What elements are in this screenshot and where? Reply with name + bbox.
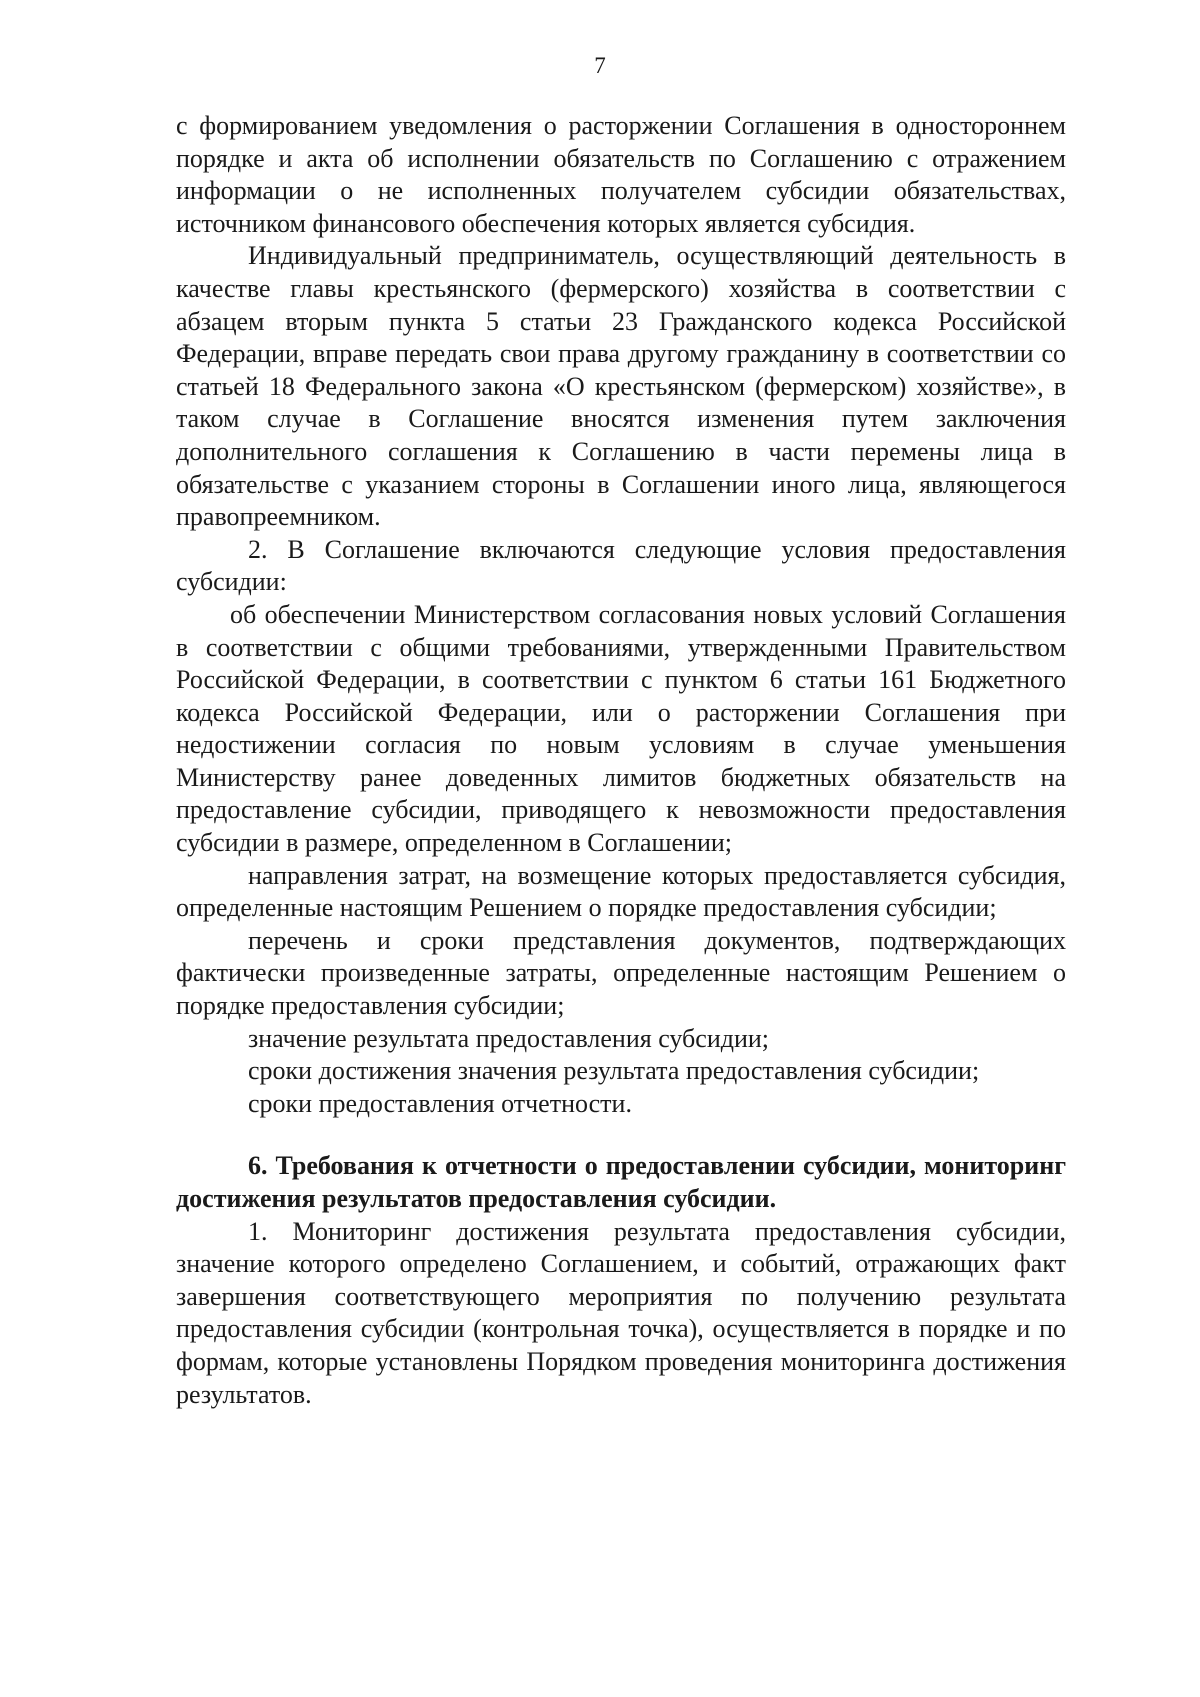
paragraph-continuation: с формированием уведомления о расторжении Соглашения в одностороннем порядке и акта об исполнении обязательств по Соглашению с отражением информации о не исполненных получателем субсидии обязательствах, источником финансового обеспечения которых является субсидия. [176, 111, 1066, 238]
paragraph-entrepreneur: Индивидуальный предприниматель, осуществляющий деятельность в качестве главы крестьянского (фермерского) хозяйства в соответствии с абзацем вторым пункта 5 статьи 23 Гражданского кодекса Российской Федерации, вправе передать свои права другому гражданину в соответствии со статьей 18 Федерального закона «О крестьянском (фермерском) хозяйстве», в таком случае в Соглашение вносятся изменения путем заключения дополнительного соглашения к Соглашению в части перемены лица в обязательстве с указанием стороны в Соглашении иного лица, являющегося правопреемником. [176, 241, 1066, 532]
paragraph-reporting-deadline: сроки предоставления отчетности. [248, 1088, 632, 1118]
section-paragraph-monitoring: 1. Мониторинг достижения результата предоставления субсидии, значение которого определено Соглашением, и событий, отражающих факт завершения соответствующего мероприятия по получению результата предоставления субсидии (контрольная точка), осуществляется в порядке и по формам, которые установлены Порядком проведения мониторинга достижения результатов. [176, 1216, 1066, 1409]
section-heading: 6. Требования к отчетности о предоставлении субсидии, мониторинг достижения результатов предоставления субсидии. [176, 1151, 1066, 1213]
paragraph-documents-list: перечень и сроки представления документов, подтверждающих фактически произведенные затраты, определенные настоящим Решением о порядке предоставления субсидии; [176, 925, 1066, 1021]
document-body [176, 110, 1066, 1411]
page-number: 7 [594, 53, 606, 78]
paragraph-cost-directions: направления затрат, на возмещение которых предоставляется субсидия, определенные настоящим Решением о порядке предоставления субсидии; [176, 860, 1066, 923]
paragraph-result-value: значение результата предоставления субсидии; [248, 1023, 770, 1053]
paragraph-result-deadline: сроки достижения значения результата предоставления субсидии; [248, 1056, 980, 1086]
paragraph-clause-2: 2. В Соглашение включаются следующие условия предоставления субсидии: [176, 534, 1066, 597]
paragraph-ministry-conditions: об обеспечении Министерством согласования новых условий Соглашения в соответствии с общими требованиями, утвержденными Правительством Российской Федерации, в соответствии с пунктом 6 статьи 161 Бюджетного кодекса Российской Федерации, или о расторжении Соглашения при недостижении согласия по новым условиям в случае уменьшения Министерству ранее доведенных лимитов бюджетных обязательств на предоставление субсидии, приводящего к невозможности предоставления субсидии в размере, определенном в Соглашении; [176, 599, 1066, 858]
